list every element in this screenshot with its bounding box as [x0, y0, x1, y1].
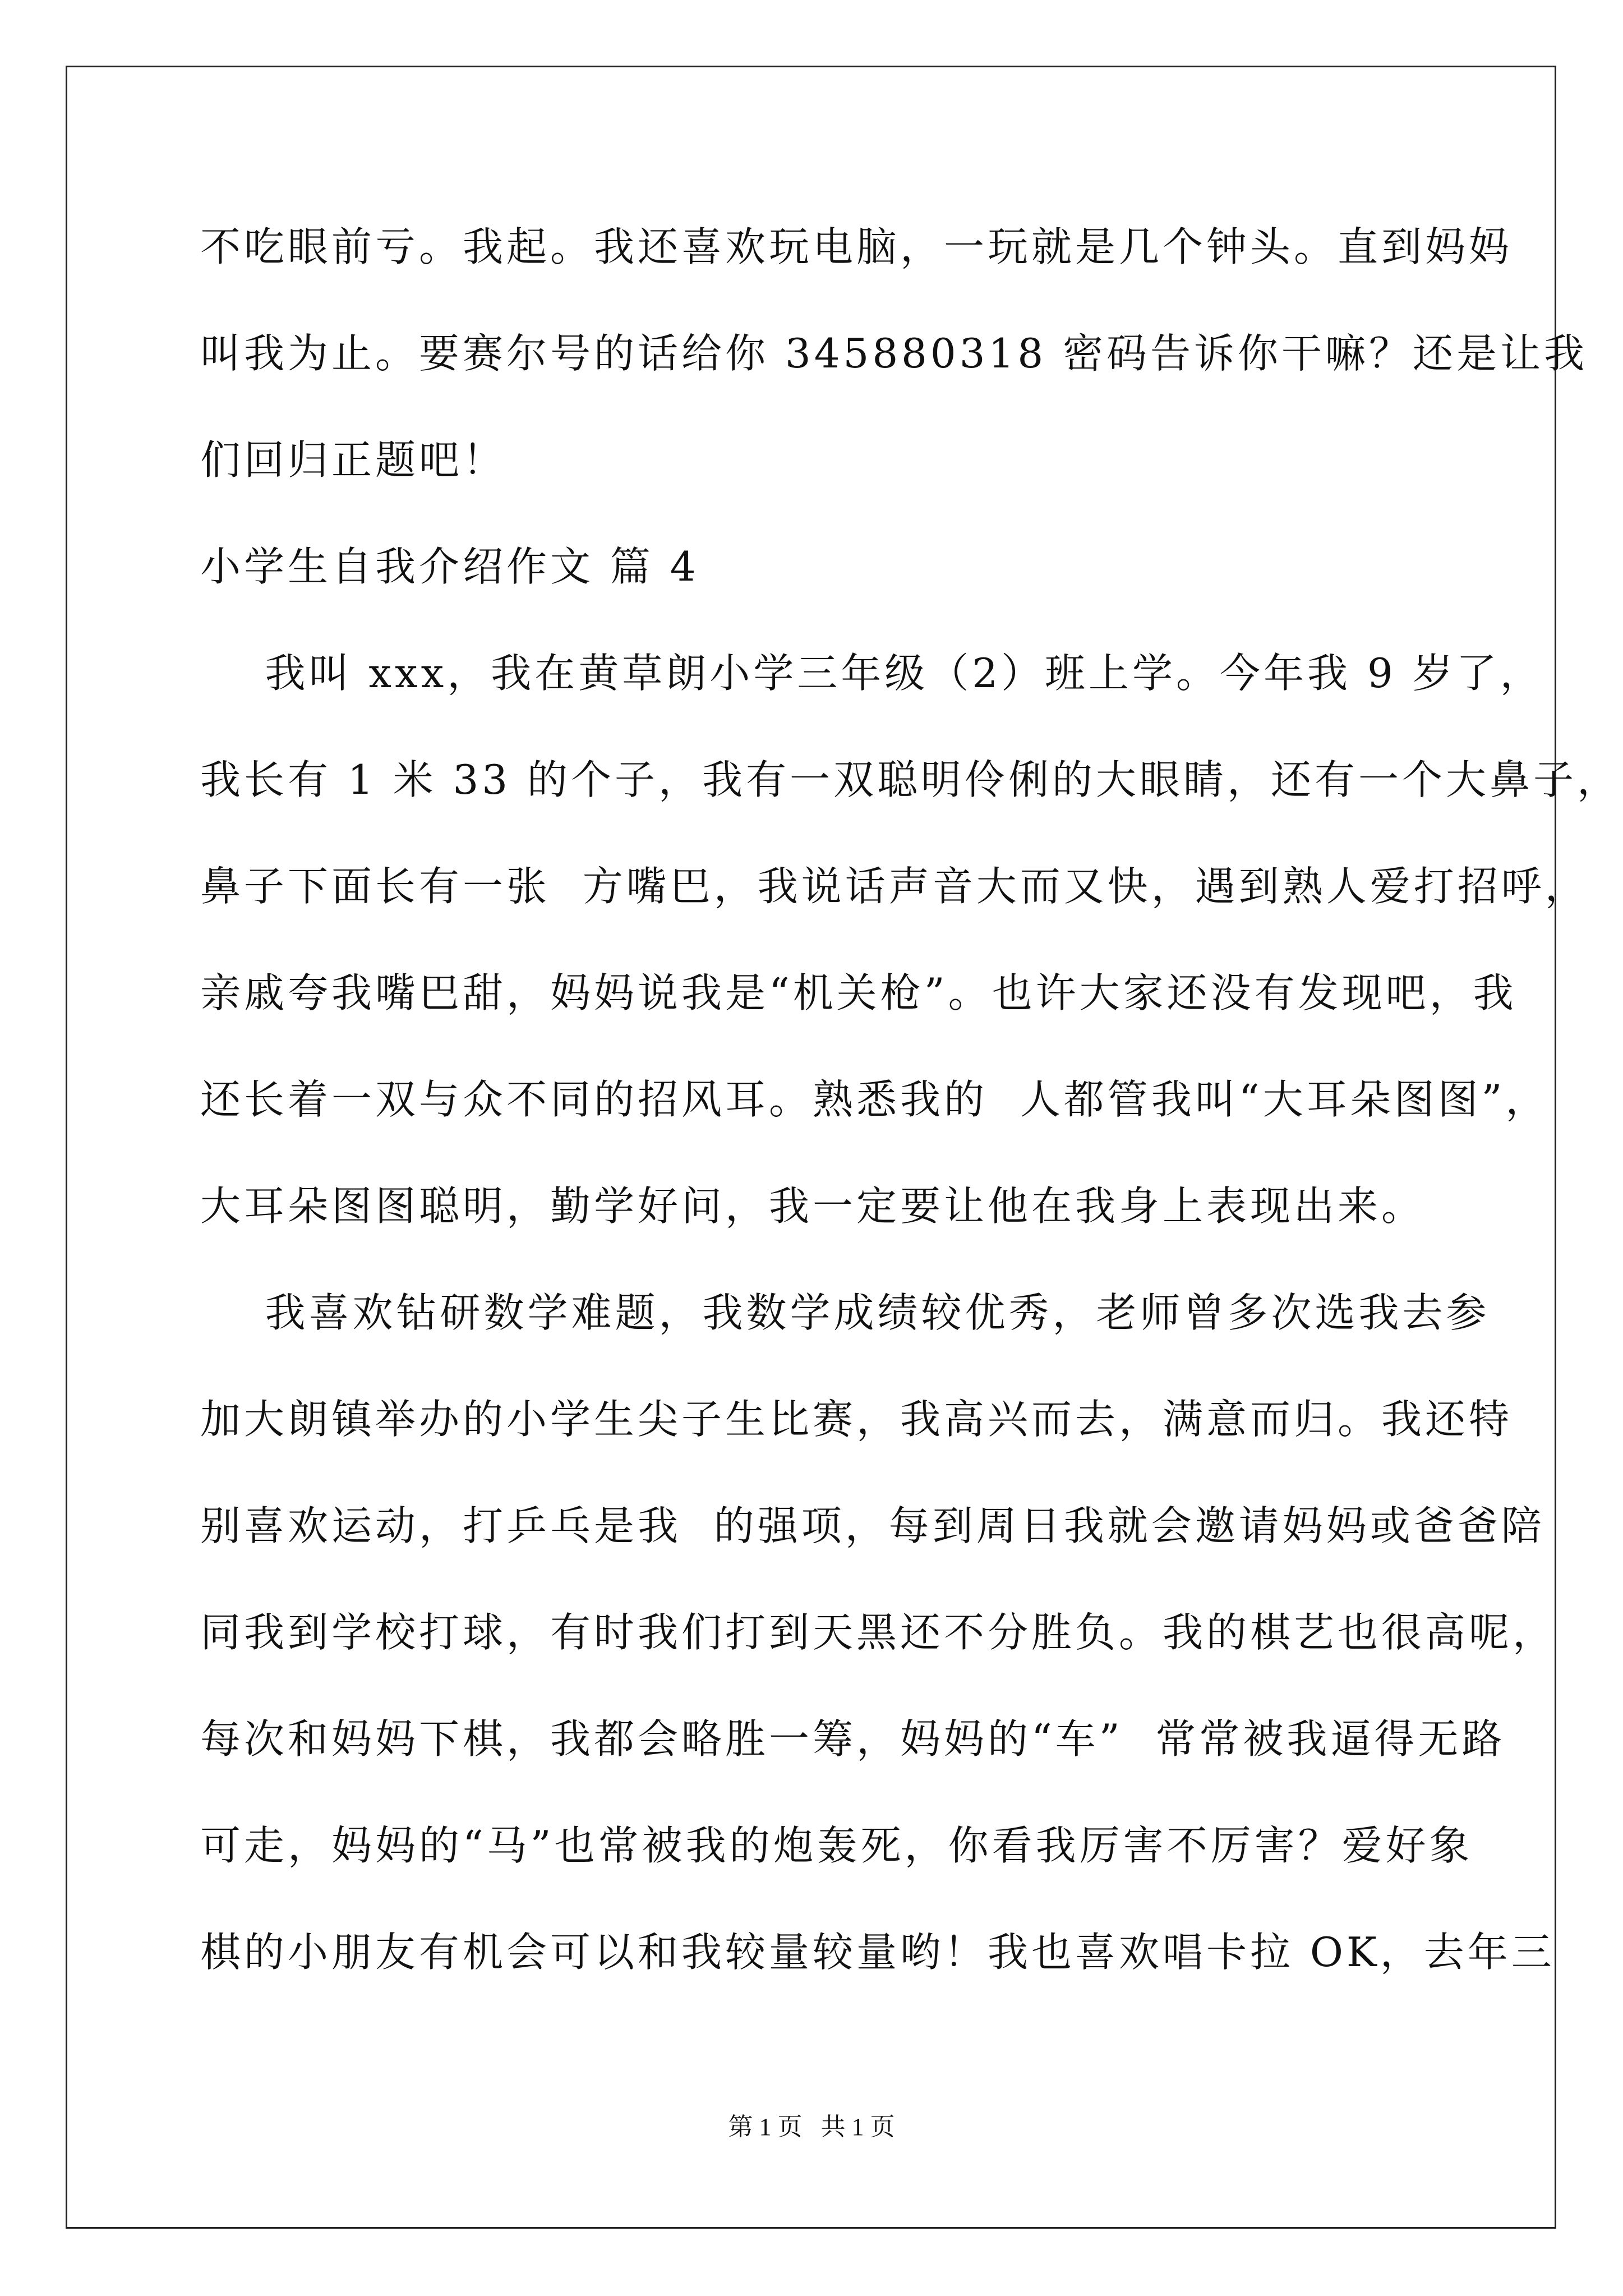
text-line: 我长有 1 米 33 的个子，我有一双聪明伶俐的大眼睛，还有一个大鼻子，	[200, 756, 1621, 803]
text-line: 我喜欢钻研数学难题，我数学成绩较优秀，老师曾多次选我去参	[200, 1289, 1490, 1336]
text-line: 可走，妈妈的“马”也常被我的炮轰死，你看我厉害不厉害？爱好象	[200, 1822, 1473, 1869]
text-line: 棋的小朋友有机会可以和我较量较量哟！我也喜欢唱卡拉 OK，去年三	[200, 1929, 1555, 1976]
page-footer: 第 1 页 共 1 页	[728, 2113, 895, 2141]
text-line: 大耳朵图图聪明，勤学好问，我一定要让他在我身上表现出来。	[200, 1182, 1426, 1230]
text-line: 们回归正题吧！	[200, 436, 507, 484]
page-border	[66, 66, 1556, 2229]
text-line: 还长着一双与众不同的招风耳。熟悉我的 人都管我叫“大耳朵图图”，	[200, 1076, 1550, 1123]
text-line: 每次和妈妈下棋，我都会略胜一筹，妈妈的“车” 常常被我逼得无路	[200, 1715, 1506, 1763]
text-line: 鼻子下面长有一张 方嘴巴，我说话声音大而又快，遇到熟人爱打招呼，	[200, 863, 1589, 910]
text-line: 同我到学校打球，有时我们打到天黑还不分胜负。我的棋艺也很高呢，	[200, 1609, 1557, 1656]
text-line: 叫我为止。要赛尔号的话给你 345880318 密码告诉你干嘛？还是让我	[200, 330, 1588, 377]
text-line: 加大朗镇举办的小学生尖子生比赛，我高兴而去，满意而归。我还特	[200, 1396, 1513, 1443]
text-line: 亲戚夸我嘴巴甜，妈妈说我是“机关枪”。也许大家还没有发现吧，我	[200, 969, 1517, 1016]
text-line: 不吃眼前亏。我起。我还喜欢玩电脑，一玩就是几个钟头。直到妈妈	[200, 223, 1513, 270]
text-line: 我叫 xxx，我在黄草朗小学三年级（2）班上学。今年我 9 岁了，	[200, 650, 1544, 697]
section-heading: 小学生自我介绍作文 篇 4	[200, 543, 699, 590]
text-line: 别喜欢运动，打乒乓是我 的强项，每到周日我就会邀请妈妈或爸爸陪	[200, 1502, 1545, 1549]
